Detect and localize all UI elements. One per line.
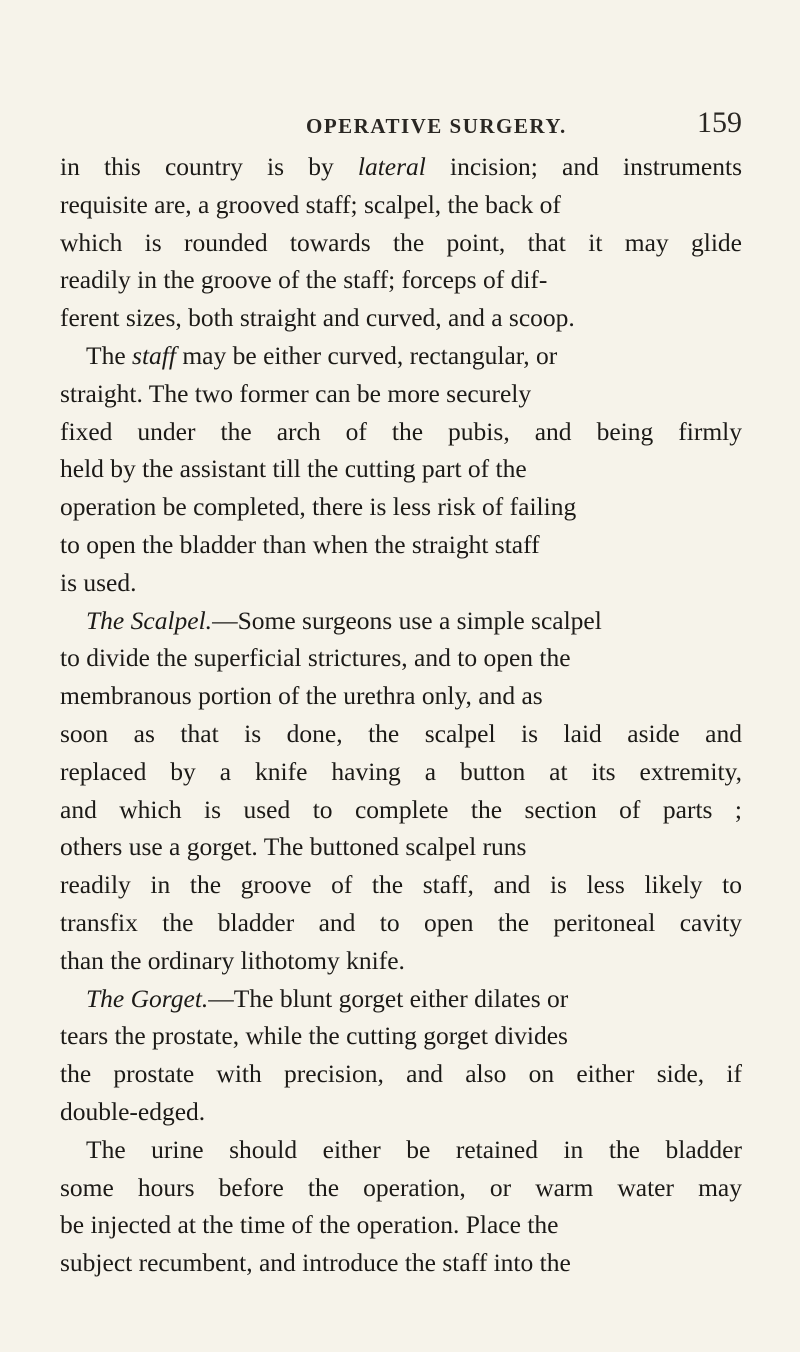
text-line bbox=[60, 866, 742, 904]
text-run: —Some surgeons use a simple scalpel bbox=[212, 605, 602, 635]
text-line-content bbox=[86, 606, 602, 635]
text-line-content bbox=[60, 1173, 742, 1202]
text-line bbox=[60, 828, 742, 866]
text-run: double-edged. bbox=[60, 1096, 206, 1126]
text-run: some hours before the operation, or warm water may bbox=[60, 1172, 742, 1202]
text-line bbox=[60, 413, 742, 451]
text-run: and which is used to complete the section of parts ; bbox=[60, 794, 742, 824]
text-line-content bbox=[86, 984, 568, 1013]
text-run: to divide the superficial strictures, and to open the bbox=[60, 643, 571, 673]
page-number: 159 bbox=[697, 106, 742, 139]
text-line-content bbox=[60, 757, 742, 786]
text-line bbox=[60, 602, 742, 640]
italic-run: staff bbox=[132, 340, 176, 370]
text-line-content bbox=[60, 908, 742, 937]
text-line bbox=[60, 1206, 742, 1244]
text-line-content bbox=[60, 303, 575, 332]
text-run: transfix the bladder and to open the peritoneal cavity bbox=[60, 907, 742, 937]
text-line bbox=[60, 564, 742, 602]
text-run: membranous portion of the urethra only, and as bbox=[60, 681, 543, 711]
text-run: soon as that is done, the scalpel is laid aside and bbox=[60, 718, 742, 748]
running-head: OPERATIVE SURGERY. bbox=[306, 114, 567, 138]
text-line bbox=[60, 261, 742, 299]
text-line bbox=[60, 450, 742, 488]
text-line bbox=[60, 753, 742, 791]
text-run: incision; and instruments bbox=[425, 152, 742, 181]
text-run: readily in the groove of the staff; forceps of dif- bbox=[60, 265, 548, 295]
text-line bbox=[60, 791, 742, 829]
text-run: requisite are, a grooved staff; scalpel, the back of bbox=[60, 189, 561, 219]
text-run: tears the prostate, while the cutting gorget divides bbox=[60, 1021, 568, 1051]
text-line-content bbox=[60, 228, 742, 257]
text-run: operation be completed, there is less risk of failing bbox=[60, 492, 577, 522]
text-line-content bbox=[60, 870, 742, 899]
text-run: be injected at the time of the operation. Place the bbox=[60, 1210, 559, 1240]
text-line-content bbox=[60, 1097, 205, 1126]
text-line bbox=[60, 1017, 742, 1055]
text-line-content bbox=[60, 379, 531, 408]
text-line-content bbox=[60, 681, 543, 710]
text-run: subject recumbent, and introduce the staff into the bbox=[60, 1248, 571, 1278]
text-line bbox=[60, 224, 742, 262]
text-line-content bbox=[60, 1059, 742, 1088]
text-line-content bbox=[60, 1210, 558, 1239]
page-header bbox=[60, 104, 750, 140]
text-run: than the ordinary lithotomy knife. bbox=[60, 945, 405, 975]
text-line-content bbox=[86, 341, 557, 370]
text-line bbox=[60, 337, 742, 375]
text-line-content bbox=[60, 1021, 568, 1050]
text-line-content bbox=[60, 946, 405, 975]
text-line-content bbox=[60, 492, 576, 521]
text-line-content bbox=[60, 530, 540, 559]
italic-run: The Gorget. bbox=[86, 983, 209, 1013]
text-line bbox=[60, 1131, 742, 1169]
text-line bbox=[60, 148, 742, 186]
body-text bbox=[60, 148, 742, 1282]
italic-run: The Scalpel. bbox=[86, 605, 213, 635]
text-run: which is rounded towards the point, that it may glide bbox=[60, 227, 742, 257]
text-run: the prostate with precision, and also on either side, if bbox=[60, 1059, 742, 1089]
text-line bbox=[60, 488, 742, 526]
text-line-content bbox=[60, 152, 742, 181]
text-line-content bbox=[60, 832, 526, 861]
text-run: straight. The two former can be more securely bbox=[60, 378, 532, 408]
text-line-content bbox=[60, 568, 137, 597]
text-line bbox=[60, 299, 742, 337]
text-line bbox=[60, 526, 742, 564]
text-line bbox=[60, 1093, 742, 1131]
text-line bbox=[60, 1169, 742, 1207]
text-line-content bbox=[60, 454, 527, 483]
text-run: to open the bladder than when the straight staff bbox=[60, 529, 540, 559]
text-run: ferent sizes, both straight and curved, and a scoop. bbox=[60, 303, 575, 333]
text-line bbox=[60, 942, 742, 980]
text-run: held by the assistant till the cutting part of the bbox=[60, 454, 527, 484]
text-line-content bbox=[60, 1248, 571, 1277]
text-line-content bbox=[60, 719, 742, 748]
text-run: fixed under the arch of the pubis, and being firmly bbox=[60, 416, 742, 446]
text-run: in this country is by bbox=[60, 152, 358, 181]
text-run: The bbox=[86, 340, 133, 370]
text-line bbox=[60, 677, 742, 715]
text-line-content bbox=[60, 643, 571, 672]
text-line-content bbox=[60, 190, 561, 219]
text-run: replaced by a knife having a button at its extremity, bbox=[60, 756, 742, 786]
text-line bbox=[60, 186, 742, 224]
text-run: others use a gorget. The buttoned scalpel runs bbox=[60, 832, 527, 862]
text-line bbox=[60, 904, 742, 942]
text-run: The urine should either be retained in the bladder bbox=[86, 1134, 742, 1164]
text-line bbox=[60, 639, 742, 677]
italic-run: lateral bbox=[357, 152, 426, 181]
text-run: readily in the groove of the staff, and is less likely to bbox=[60, 870, 742, 900]
text-line-content bbox=[60, 795, 742, 824]
text-line-content bbox=[86, 1135, 742, 1164]
text-line bbox=[60, 375, 742, 413]
text-run: is used. bbox=[60, 567, 137, 597]
text-line bbox=[60, 715, 742, 753]
text-line bbox=[60, 1244, 742, 1282]
text-run: may be either curved, rectangular, or bbox=[175, 340, 558, 370]
text-run: —The blunt gorget either dilates or bbox=[208, 983, 569, 1013]
text-line-content bbox=[60, 417, 742, 446]
text-line bbox=[60, 980, 742, 1018]
text-line-content bbox=[60, 265, 547, 294]
text-line bbox=[60, 1055, 742, 1093]
